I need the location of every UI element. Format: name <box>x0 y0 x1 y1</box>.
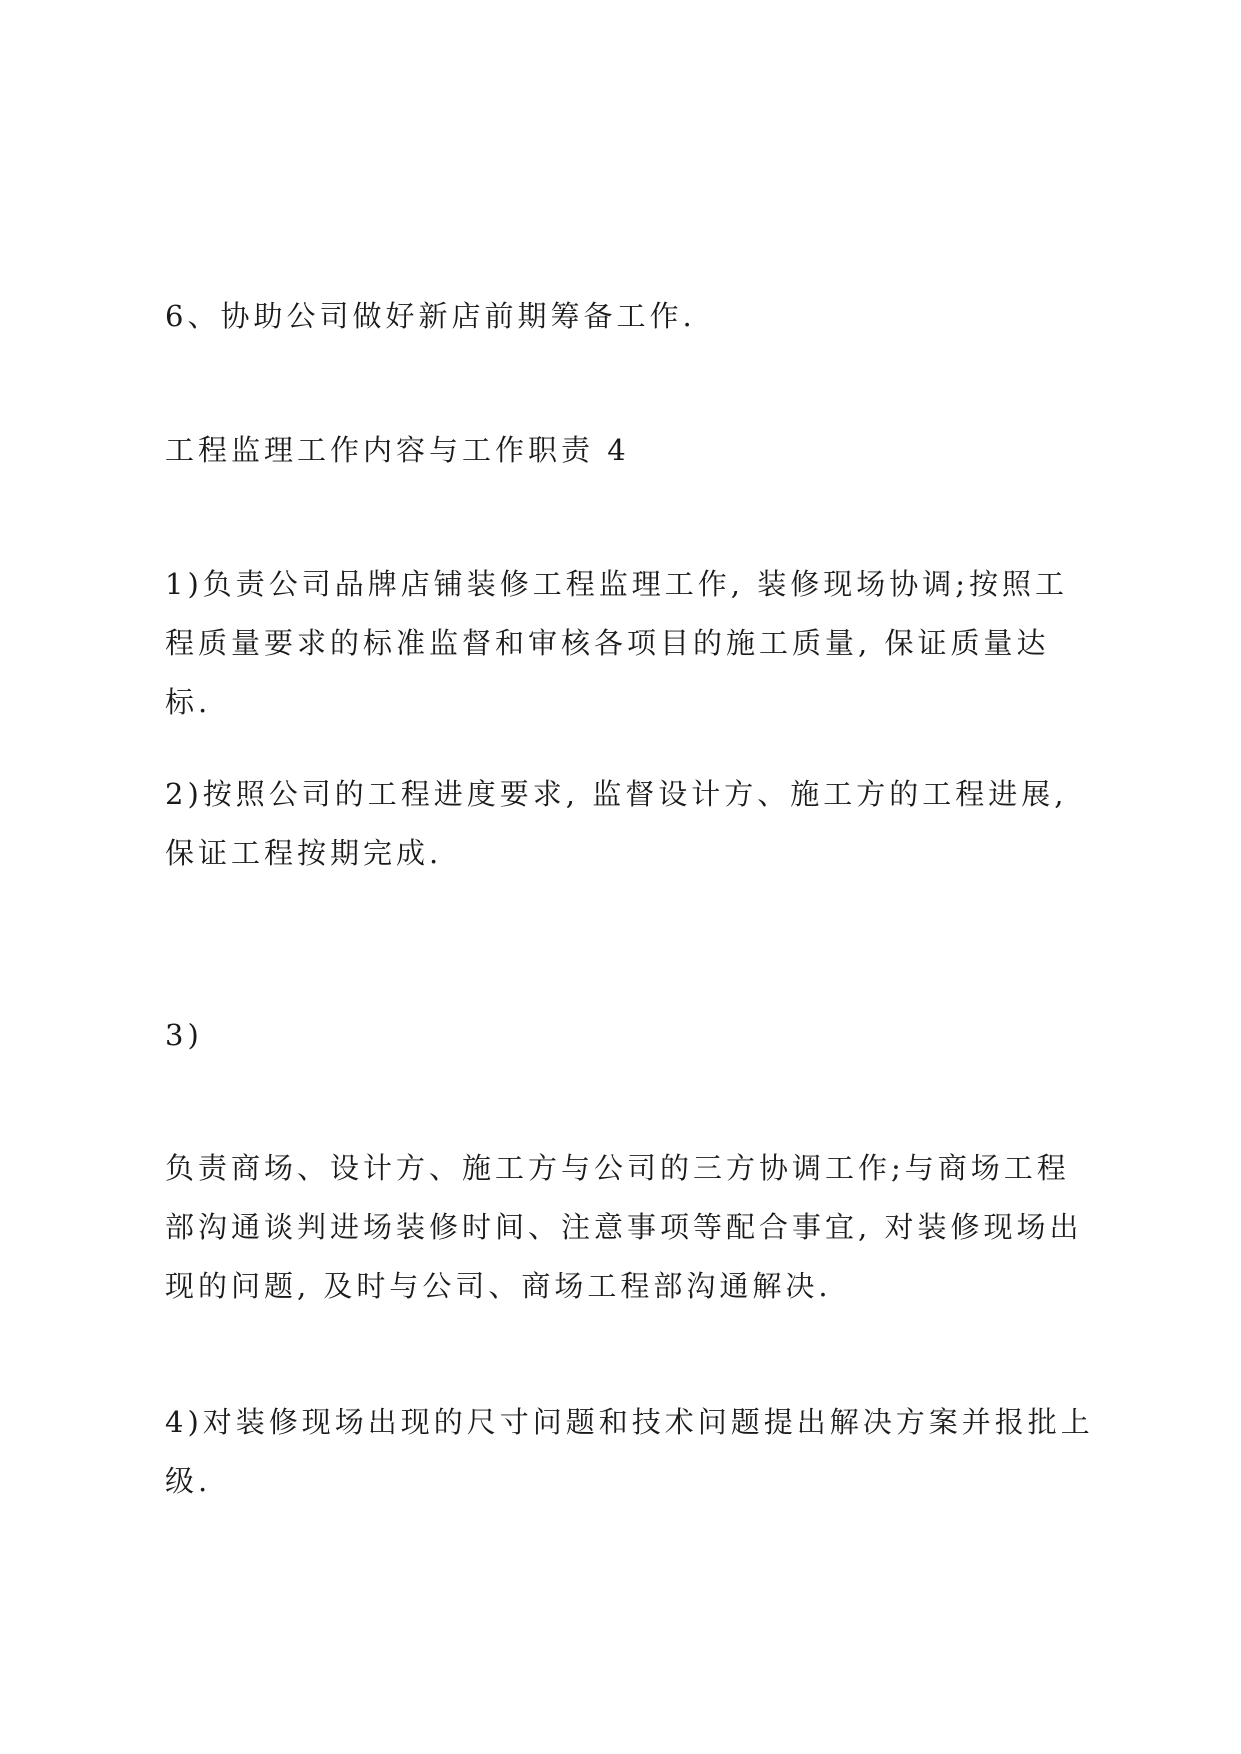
paragraph-duty-1 <box>165 555 1095 732</box>
paragraph-duty-3-label <box>165 1006 1095 1065</box>
paragraph-duty-4 <box>165 1393 1095 1511</box>
paragraph-item-6 <box>165 287 1095 346</box>
text-line: 部沟通谈判进场装修时间、注意事项等配合事宜, 对装修现场出 <box>165 1210 1083 1244</box>
text-line: 程质量要求的标准监督和审核各项目的施工质量, 保证质量达 <box>165 626 1050 660</box>
text-line: 标. <box>165 685 212 719</box>
paragraph-duty-3-body <box>165 1139 1095 1316</box>
text-line: 3) <box>165 1018 203 1052</box>
section-heading <box>165 421 1095 480</box>
text-line: 1)负责公司品牌店铺装修工程监理工作, 装修现场协调;按照工 <box>165 567 1068 601</box>
text-line: 现的问题, 及时与公司、商场工程部沟通解决. <box>165 1269 832 1303</box>
text-line: 工程监理工作内容与工作职责 4 <box>165 433 630 467</box>
text-line: 6、协助公司做好新店前期筹备工作. <box>165 299 696 333</box>
text-line: 级. <box>165 1464 212 1498</box>
text-line: 4)对装修现场出现的尺寸问题和技术问题提出解决方案并报批上 <box>165 1405 1094 1439</box>
text-line: 负责商场、设计方、施工方与公司的三方协调工作;与商场工程 <box>165 1151 1070 1185</box>
paragraph-duty-2 <box>165 765 1095 883</box>
text-line: 保证工程按期完成. <box>165 836 443 870</box>
text-line: 2)按照公司的工程进度要求, 监督设计方、施工方的工程进展, <box>165 777 1068 811</box>
